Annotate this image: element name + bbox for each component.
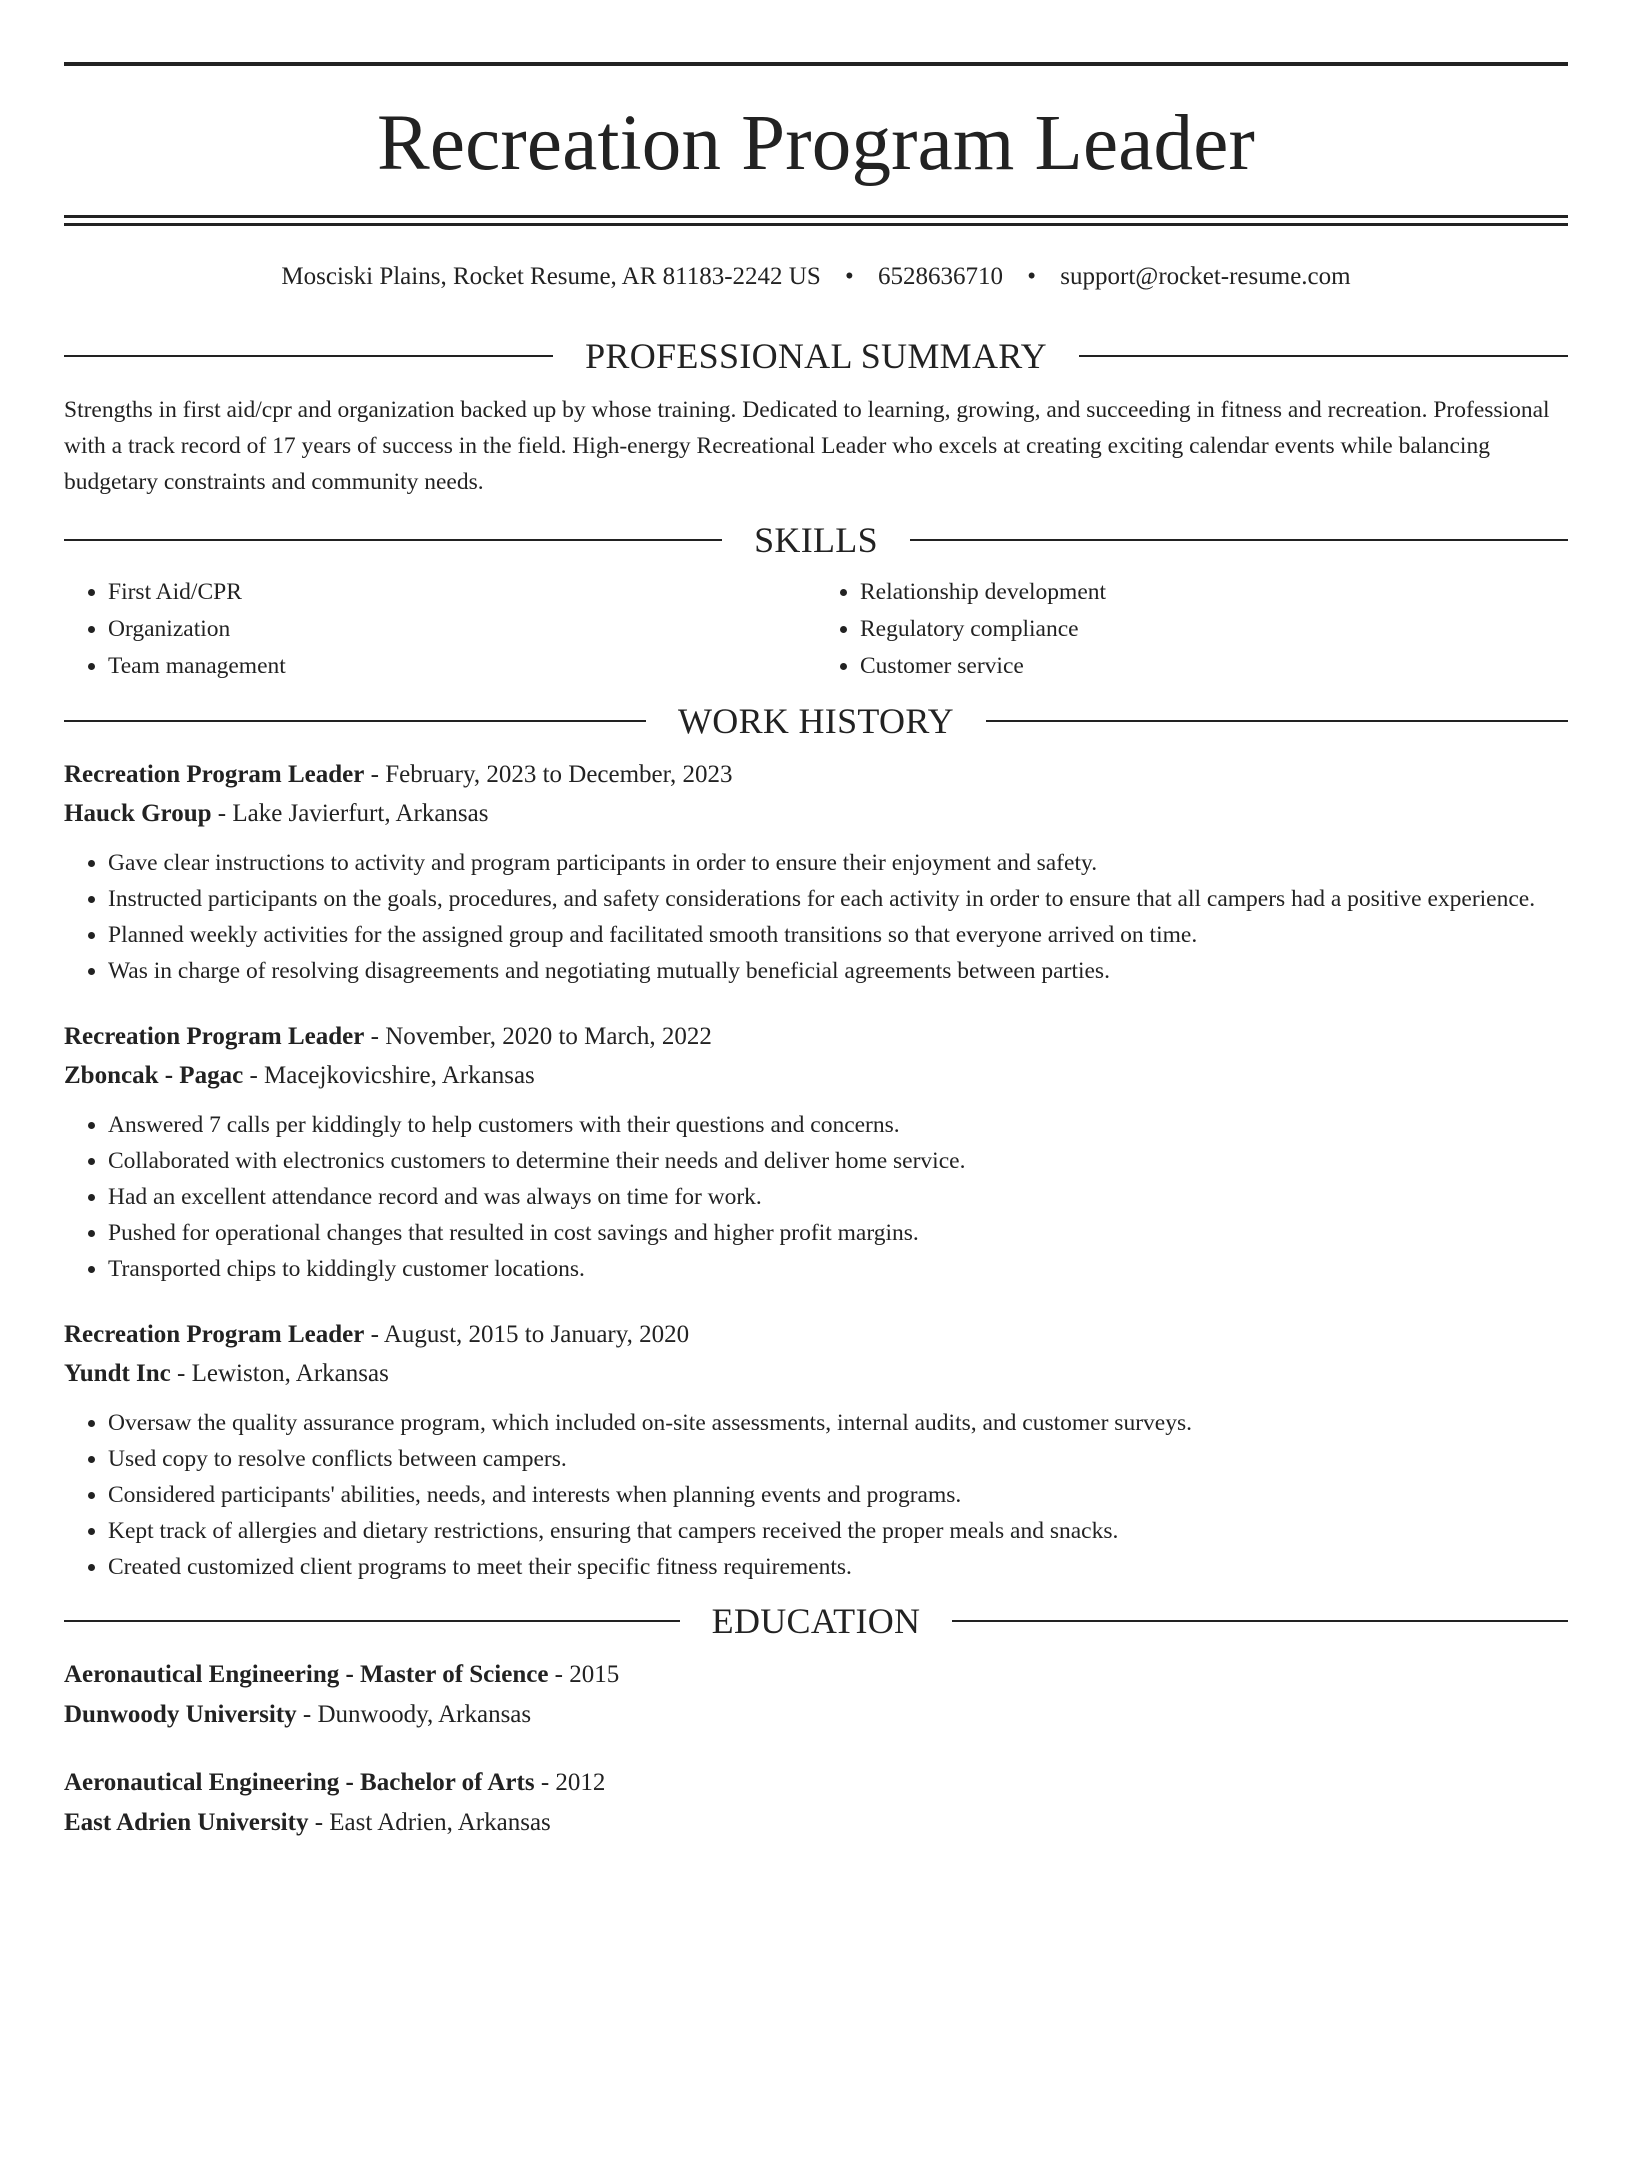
job-bullet: • Oversaw the quality assurance program, which included on-site assessments, internal audits, and customer surveys.: [108, 1405, 1568, 1441]
job-bullet: • Transported chips to kiddingly customer locations.: [108, 1251, 1568, 1287]
job-bullets: [64, 1107, 1568, 1287]
education-degree-line: [64, 1655, 1568, 1695]
heading-rule: [1079, 355, 1568, 357]
job-entry: [64, 1017, 1568, 1287]
job-company-line: [64, 1056, 1568, 1095]
education-location: - Dunwoody, Arkansas: [296, 1701, 532, 1728]
education-heading-label: EDUCATION: [711, 1601, 921, 1641]
skill-item: • Customer service: [860, 648, 1568, 685]
skills-list: [64, 574, 1568, 685]
contact-phone: 6528636710: [878, 263, 1004, 290]
job-bullet: • Collaborated with electronics customers to determine their needs and deliver home service.: [108, 1143, 1568, 1179]
job-company: Yundt Inc: [64, 1360, 171, 1387]
education-entry: [64, 1763, 1568, 1843]
summary-heading: [64, 338, 1568, 374]
job-title-line: [64, 1315, 1568, 1354]
job-title-line: [64, 755, 1568, 794]
education-school-line: [64, 1803, 1568, 1843]
education-school: East Adrien University: [64, 1809, 309, 1836]
skills-column-right: [816, 574, 1568, 685]
job-location: - Lake Javierfurt, Arkansas: [211, 800, 489, 827]
education-year: - 2015: [548, 1661, 620, 1688]
work-heading-label: WORK HISTORY: [678, 701, 954, 741]
job-title: Recreation Program Leader: [64, 1023, 365, 1050]
skills-heading-label: SKILLS: [754, 520, 878, 560]
job-bullet: • Was in charge of resolving disagreements and negotiating mutually beneficial agreements between parties.: [108, 953, 1568, 989]
contact-separator: •: [1027, 263, 1037, 290]
job-bullet: • Kept track of allergies and dietary restrictions, ensuring that campers received the proper meals and snacks.: [108, 1513, 1568, 1549]
heading-rule: [952, 1620, 1568, 1622]
work-heading: [64, 703, 1568, 739]
job-company-line: [64, 1354, 1568, 1393]
education-year: - 2012: [534, 1769, 606, 1796]
education-degree-line: [64, 1763, 1568, 1803]
summary-text: Strengths in first aid/cpr and organization backed up by whose training. Dedicated to learning, growing, and succeeding in fitness and recreation. Professional with a track record of 17 years of success in the field. High-energy Recreational Leader who excels at creating exciting calendar events while balancing budgetary constraints and community needs.: [64, 397, 1550, 495]
job-location: - Macejkovicshire, Arkansas: [243, 1062, 535, 1089]
job-bullet: • Used copy to resolve conflicts between campers.: [108, 1441, 1568, 1477]
job-title: Recreation Program Leader: [64, 1321, 365, 1348]
contact-email: support@rocket-resume.com: [1060, 263, 1351, 290]
top-rule: [64, 62, 1568, 66]
skill-item: • Team management: [108, 648, 816, 685]
skill-item: • Relationship development: [860, 574, 1568, 611]
job-bullet: • Created customized client programs to meet their specific fitness requirements.: [108, 1549, 1568, 1585]
job-bullet: • Gave clear instructions to activity and program participants in order to ensure their enjoyment and safety.: [108, 845, 1568, 881]
contact-address: Mosciski Plains, Rocket Resume, AR 81183-2242 US: [281, 263, 821, 290]
job-bullets: [64, 1405, 1568, 1585]
job-company-line: [64, 794, 1568, 833]
job-title: Recreation Program Leader: [64, 761, 365, 788]
education-school-line: [64, 1695, 1568, 1735]
job-bullet: • Considered participants' abilities, needs, and interests when planning events and programs.: [108, 1477, 1568, 1513]
job-entry: [64, 755, 1568, 989]
heading-rule: [64, 539, 722, 541]
job-bullet: • Planned weekly activities for the assigned group and facilitated smooth transitions so that everyone arrived on time.: [108, 917, 1568, 953]
education-degree: Aeronautical Engineering - Bachelor of Arts: [64, 1769, 535, 1796]
education-heading: [64, 1603, 1568, 1639]
job-company: Zboncak - Pagac: [64, 1062, 244, 1089]
summary-heading-label: PROFESSIONAL SUMMARY: [585, 336, 1047, 376]
education-school: Dunwoody University: [64, 1701, 297, 1728]
contact-separator: •: [845, 263, 854, 290]
job-company: Hauck Group: [64, 800, 212, 827]
skill-item: • Regulatory compliance: [860, 611, 1568, 648]
skills-heading: [64, 522, 1568, 558]
job-entry: [64, 1315, 1568, 1585]
education-entry: [64, 1655, 1568, 1735]
heading-rule: [910, 539, 1568, 541]
education-location: - East Adrien, Arkansas: [308, 1809, 551, 1836]
skill-item: • Organization: [108, 611, 816, 648]
job-dates: - August, 2015 to January, 2020: [364, 1321, 690, 1348]
job-title-line: [64, 1017, 1568, 1056]
heading-rule: [986, 720, 1568, 722]
job-bullet: • Pushed for operational changes that resulted in cost savings and higher profit margins.: [108, 1215, 1568, 1251]
title-double-rule: [64, 215, 1568, 226]
job-bullets: [64, 845, 1568, 989]
job-location: - Lewiston, Arkansas: [170, 1360, 389, 1387]
job-dates: - February, 2023 to December, 2023: [364, 761, 733, 788]
education-degree: Aeronautical Engineering - Master of Science: [64, 1661, 549, 1688]
skill-item: • First Aid/CPR: [108, 574, 816, 611]
resume-title: Recreation Program Leader: [377, 100, 1255, 187]
skills-column-left: [64, 574, 816, 685]
job-bullet: • Answered 7 calls per kiddingly to help customers with their questions and concerns.: [108, 1107, 1568, 1143]
resume-page: [0, 62, 1632, 2174]
heading-rule: [64, 1620, 680, 1622]
job-bullet: • Instructed participants on the goals, procedures, and safety considerations for each activity in order to ensure that all campers had a positive experience.: [108, 881, 1568, 917]
heading-rule: [64, 355, 553, 357]
job-dates: - November, 2020 to March, 2022: [364, 1023, 712, 1050]
heading-rule: [64, 720, 646, 722]
job-bullet: • Had an excellent attendance record and was always on time for work.: [108, 1179, 1568, 1215]
contact-line: [64, 262, 1568, 292]
